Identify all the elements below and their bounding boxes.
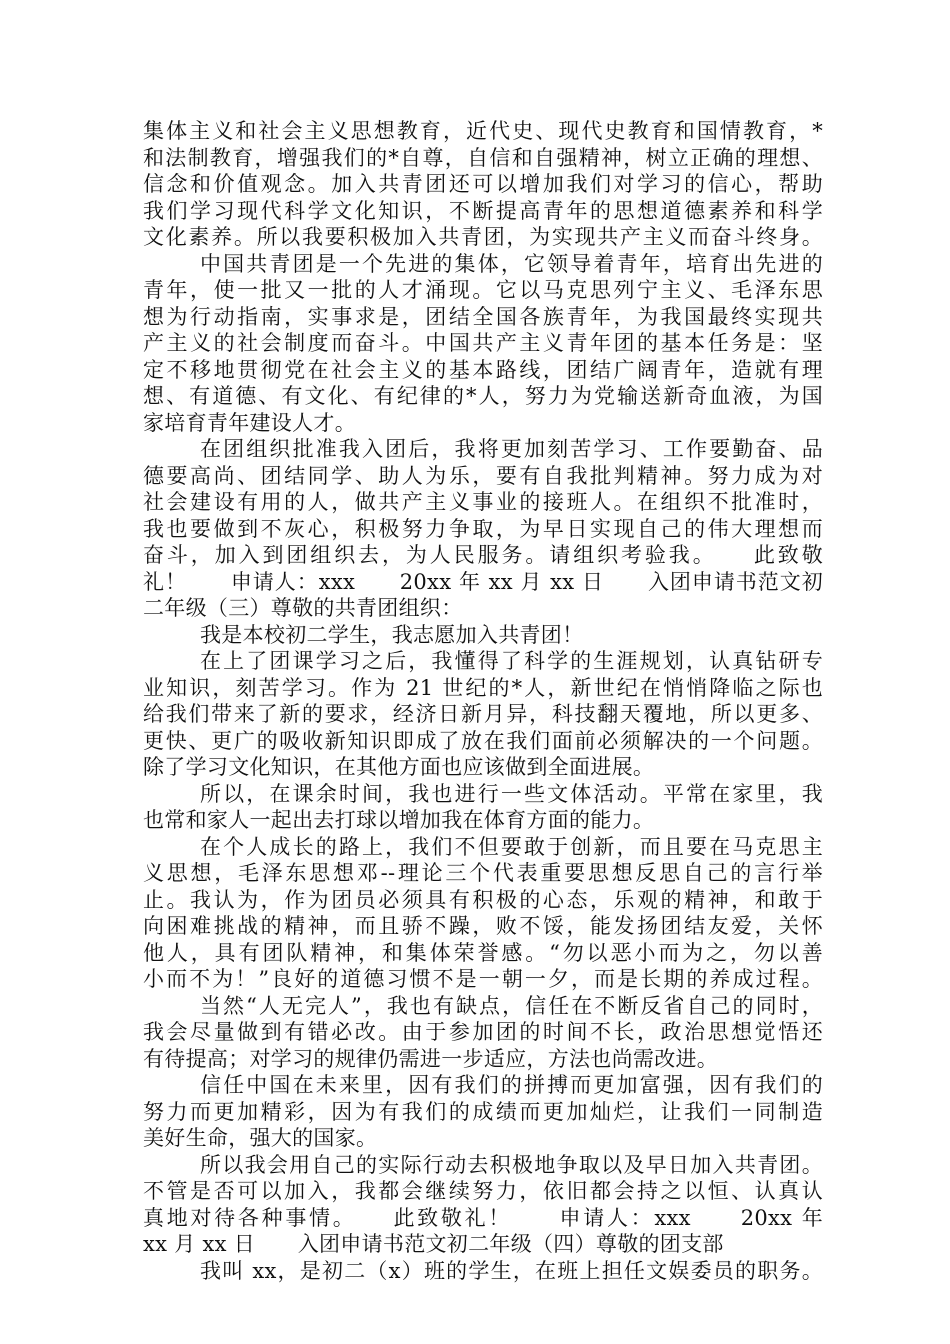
- text-line: 努力而更加精彩，因为有我们的成绩而更加灿烂，让我们一同制造: [143, 1099, 823, 1124]
- text-line: 给我们带来了新的要求，经济日新月异，科技翻天覆地，所以更多、: [143, 702, 823, 726]
- text-line: 德要高尚、团结同学、助人为乐，要有自我批判精神。努力成为对: [143, 463, 823, 488]
- paragraph-first-line: 我是本校初二学生，我志愿加入共青团！: [200, 622, 584, 647]
- text-line: 和法制教育，增强我们的*自尊，自信和自强精神，树立正确的理想、: [143, 145, 823, 170]
- text-line: 我会尽量做到有错必改。由于参加团的时间不长，政治思想觉悟还: [143, 1020, 823, 1044]
- text-line: 二年级（三）尊敬的共青团组织：: [143, 596, 463, 620]
- text-line: 礼！ 申请人：xxx 20xx 年 xx 月 xx 日 入团申请书范文初: [143, 569, 823, 594]
- text-line: 产主义的社会制度而奋斗。中国共产主义青年团的基本任务是：坚: [143, 331, 823, 355]
- text-line: 定不移地贯彻党在社会主义的基本路线，团结广阔青年，造就有理: [143, 357, 823, 382]
- paragraph-first-line: 信任中国在未来里，因有我们的拼搏而更加富强，因有我们的: [200, 1073, 823, 1097]
- text-line: 美好生命，强大的国家。: [143, 1126, 378, 1150]
- text-line: 不管是否可以加入，我都会继续努力，依旧都会持之以恒、认真认: [143, 1179, 823, 1203]
- text-line: 业知识，刻苦学习。作为 21 世纪的*人，新世纪在悄悄降临之际也: [143, 675, 823, 700]
- text-line: 他人，具有团队精神，和集体荣誉感。“勿以恶小而为之，勿以善: [143, 940, 823, 965]
- paragraph-first-line: 所以我会用自己的实际行动去积极地争取以及早日加入共青团。: [200, 1152, 823, 1177]
- text-line: 也常和家人一起出去打球以增加我在体育方面的能力。: [143, 808, 655, 832]
- text-line: 想为行动指南，实事求是，团结全国各族青年，为我国最终实现共: [143, 304, 823, 329]
- text-line: 除了学习文化知识，在其他方面也应该做到全面进展。: [143, 755, 655, 779]
- paragraph-first-line: 当然“人无完人”，我也有缺点，信任在不断反省自己的同时，: [200, 993, 823, 1018]
- text-line: 小而不为！”良好的道德习惯不是一朝一夕，而是长期的养成过程。: [143, 967, 823, 991]
- text-line: xx 月 xx 日 入团申请书范文初二年级（四）尊敬的团支部: [143, 1232, 724, 1256]
- text-line: 奋斗，加入到团组织去，为人民服务。请组织考验我。 此致敬: [143, 543, 823, 567]
- text-line: 我也要做到不灰心，积极努力争取，为早日实现自己的伟大理想而: [143, 516, 823, 541]
- text-line: 集体主义和社会主义思想教育，近代史、现代史教育和国情教育，*: [143, 119, 823, 143]
- text-line: 信念和价值观念。加入共青团还可以增加我们对学习的信心，帮助: [143, 172, 823, 196]
- text-line: 止。我认为，作为团员必须具有积极的心态，乐观的精神，和敢于: [143, 887, 823, 912]
- text-line: 社会建设有用的人，做共产主义事业的接班人。在组织不批准时，: [143, 490, 823, 514]
- paragraph-first-line: 所以，在课余时间，我也进行一些文体活动。平常在家里，我: [200, 781, 823, 806]
- text-line: 更快、更广的吸收新知识即成了放在我们面前必须解决的一个问题。: [143, 728, 823, 753]
- paragraph-first-line: 中国共青团是一个先进的集体，它领导着青年，培育出先进的: [200, 251, 823, 276]
- text-line: 青年，使一批又一批的人才涌现。它以马克思列宁主义、毛泽东思: [143, 278, 823, 302]
- text-line: 义思想，毛泽东思想邓--理论三个代表重要思想反思自己的言行举: [143, 861, 823, 885]
- text-line: 向困难挑战的精神，而且骄不躁，败不馁，能发扬团结友爱，关怀: [143, 914, 823, 938]
- text-line: 真地对待各种事情。 此致敬礼！ 申请人：xxx 20xx 年: [143, 1205, 823, 1230]
- text-line: 有待提高；对学习的规律仍需进一步适应，方法也尚需改进。: [143, 1046, 719, 1071]
- paragraph-first-line: 我叫 xx，是初二（x）班的学生，在班上担任文娱委员的职务。: [200, 1258, 823, 1283]
- document-body: [143, 118, 823, 1284]
- text-line: 我们学习现代科学文化知识，不断提高青年的思想道德素养和科学: [143, 198, 823, 223]
- paragraph-first-line: 在个人成长的路上，我们不但要敢于创新，而且要在马克思主: [200, 834, 823, 859]
- text-line: 家培育青年建设人才。: [143, 410, 356, 435]
- paragraph-first-line: 在团组织批准我入团后，我将更加刻苦学习、工作要勤奋、品: [200, 437, 823, 461]
- paragraph-first-line: 在上了团课学习之后，我懂得了科学的生涯规划，认真钻研专: [200, 649, 823, 673]
- text-line: 文化素养。所以我要积极加入共青团，为实现共产主义而奋斗终身。: [143, 225, 823, 249]
- text-line: 想、有道德、有文化、有纪律的*人，努力为党输送新奇血液，为国: [143, 384, 823, 408]
